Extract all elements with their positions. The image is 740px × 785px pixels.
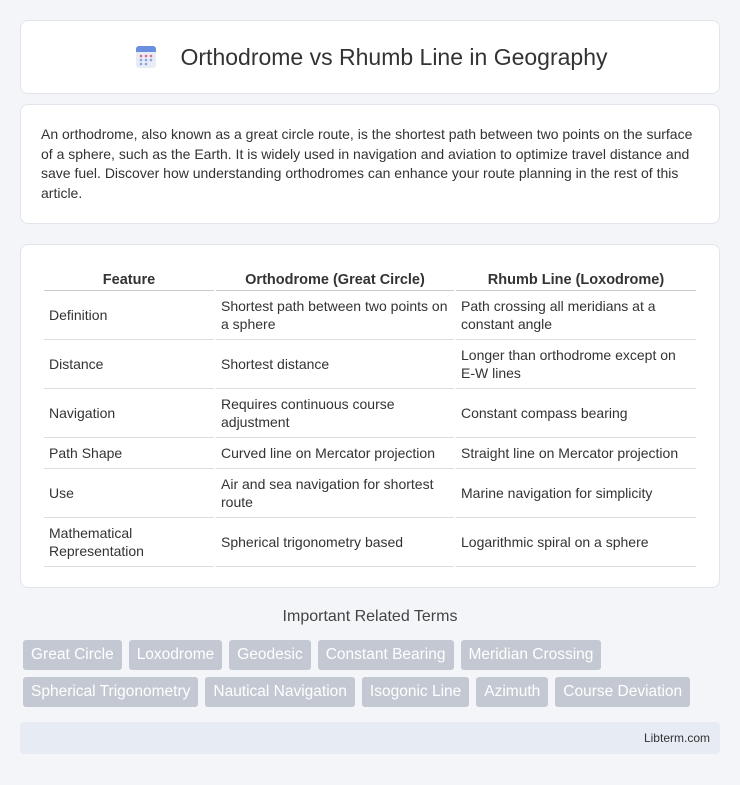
tag-nautical-navigation[interactable]: Nautical Navigation <box>205 677 355 707</box>
header-card <box>20 20 720 94</box>
table-cell: Navigation <box>44 389 214 438</box>
table-cell: Straight line on Mercator projection <box>456 438 696 469</box>
tag-isogonic-line[interactable]: Isogonic Line <box>362 677 469 707</box>
table-cell: Definition <box>44 291 214 340</box>
tag-row <box>23 677 723 707</box>
table-cell: Mathematical Representation <box>44 518 214 567</box>
table-cell: Distance <box>44 340 214 389</box>
table-cell: Shortest path between two points on a sphere <box>216 291 454 340</box>
comparison-table-card <box>20 244 720 588</box>
table-row <box>44 340 696 389</box>
table-cell: Longer than orthodrome except on E-W lines <box>456 340 696 389</box>
page-title: Orthodrome vs Rhumb Line in Geography <box>180 43 608 70</box>
related-terms-tags <box>23 640 723 714</box>
table-row <box>44 291 696 340</box>
table-cell: Path Shape <box>44 438 214 469</box>
intro-card <box>20 104 720 224</box>
column-header-rhumb-line: Rhumb Line (Loxodrome) <box>456 265 696 291</box>
column-header-orthodrome: Orthodrome (Great Circle) <box>216 265 454 291</box>
tag-course-deviation[interactable]: Course Deviation <box>555 677 690 707</box>
table-cell: Marine navigation for simplicity <box>456 469 696 518</box>
table-cell: Constant compass bearing <box>456 389 696 438</box>
related-terms-title: Important Related Terms <box>282 608 458 625</box>
tag-great-circle[interactable]: Great Circle <box>23 640 122 670</box>
table-cell: Path crossing all meridians at a constant angle <box>456 291 696 340</box>
table-cell: Logarithmic spiral on a sphere <box>456 518 696 567</box>
footer <box>20 722 720 754</box>
table-row <box>44 469 696 518</box>
tag-meridian-crossing[interactable]: Meridian Crossing <box>461 640 602 670</box>
tag-geodesic[interactable]: Geodesic <box>229 640 310 670</box>
tag-constant-bearing[interactable]: Constant Bearing <box>318 640 454 670</box>
table-header-row <box>44 265 696 291</box>
comparison-table <box>42 265 698 567</box>
table-row <box>44 518 696 567</box>
table-cell: Curved line on Mercator projection <box>216 438 454 469</box>
table-cell: Air and sea navigation for shortest route <box>216 469 454 518</box>
tag-loxodrome[interactable]: Loxodrome <box>129 640 223 670</box>
column-header-feature: Feature <box>44 265 214 291</box>
document-icon <box>133 44 159 70</box>
tag-spherical-trigonometry[interactable]: Spherical Trigonometry <box>23 677 198 707</box>
intro-text: An orthodrome, also known as a great circle route, is the shortest path between two points on the surface of a sphere, such as the Earth. It is widely used in navigation and aviation to optimize travel distance and save fuel. Discover how understanding orthodromes can enhance your route planning in the rest of this article. <box>41 126 693 201</box>
table-cell: Requires continuous course adjustment <box>216 389 454 438</box>
table-cell: Spherical trigonometry based <box>216 518 454 567</box>
tag-row <box>23 640 723 670</box>
table-cell: Use <box>44 469 214 518</box>
table-row <box>44 389 696 438</box>
table-row <box>44 438 696 469</box>
table-cell: Shortest distance <box>216 340 454 389</box>
tag-azimuth[interactable]: Azimuth <box>476 677 548 707</box>
footer-site-link[interactable]: Libterm.com <box>643 731 710 745</box>
